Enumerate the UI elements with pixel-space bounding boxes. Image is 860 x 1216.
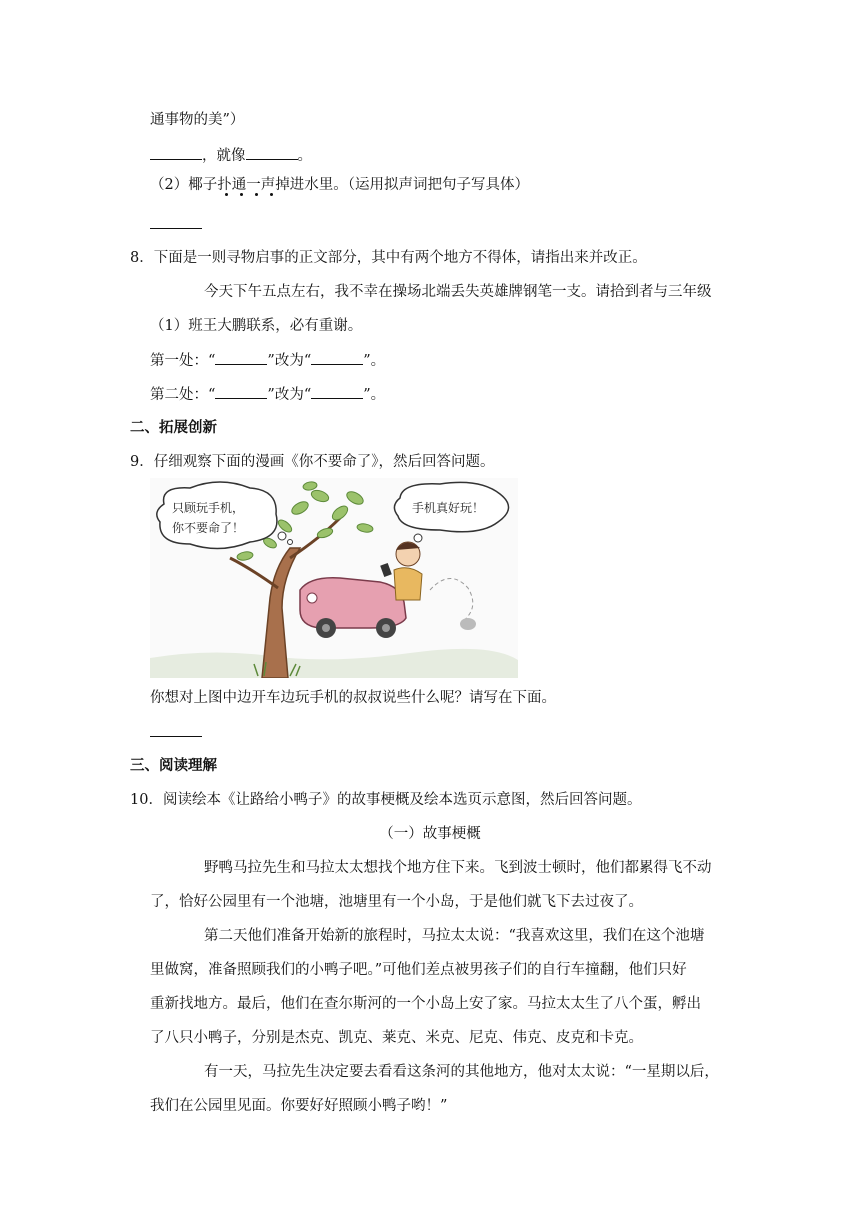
- q10-subtitle: （一）故事梗概: [379, 826, 481, 842]
- paragraph-line: 有一天，马拉先生决定要去看看这条河的其他地方，他对太太说：“一星期以后，: [204, 1064, 719, 1080]
- emphasis-dots: [222, 193, 282, 199]
- bubble-right-text: 手机真好玩！: [412, 501, 485, 515]
- paragraph-line: 我们在公园里见面。你要好好照顾小鸭子哟！”: [150, 1098, 448, 1114]
- q7-fill-line: [150, 145, 312, 166]
- answer-blank[interactable]: [311, 350, 363, 365]
- q7-item-2: （2）椰子扑通一声掉进水里。（运用拟声词把句子写具体）: [150, 177, 529, 193]
- section-heading: 三、阅读理解: [130, 758, 217, 774]
- paragraph-line: 野鸭马拉先生和马拉太太想找个地方住下来。飞到波士顿时，他们都累得飞不动: [204, 860, 712, 876]
- q9-question: 你想对上图中边开车边玩手机的叔叔说些什么呢？请写在下面。: [150, 690, 556, 706]
- place-label: 第二处：: [150, 387, 208, 403]
- place-label: 第一处：: [150, 353, 208, 369]
- q8-place-1: 第一处：“ ”改为“ ”。: [150, 350, 385, 371]
- answer-blank[interactable]: [215, 350, 267, 365]
- q9-stem: 9．仔细观察下面的漫画《你不要命了》，然后回答问题。: [130, 454, 495, 470]
- answer-blank[interactable]: [150, 722, 202, 737]
- q7-answer-line: [150, 214, 202, 235]
- paragraph-line: 第二天他们准备开始新的旅程时，马拉太太说：“我喜欢这里，我们在这个池塘: [204, 928, 705, 944]
- q8-notice-line-1: 今天下午五点左右，我不幸在操场北端丢失英雄牌钢笔一支。请拾到者与三年级: [204, 284, 712, 300]
- bubble-left-line-2: 你不要命了！: [172, 521, 245, 535]
- q7-mid-text: ，就像: [202, 148, 246, 164]
- section-heading: 二、拓展创新: [130, 420, 217, 436]
- q10-stem: 10．阅读绘本《让路给小鸭子》的故事梗概及绘本选页示意图，然后回答问题。: [130, 792, 642, 808]
- comic-illustration: [150, 478, 518, 678]
- q7-continuation-line: 通事物的美”）: [150, 112, 245, 128]
- q8-notice-line-2: （1）班王大鹏联系，必有重谢。: [150, 318, 363, 334]
- q8-stem: 8．下面是一则寻物启事的正文部分，其中有两个地方不得体，请指出来并改正。: [130, 250, 647, 266]
- paragraph-line: 重新找地方。最后，他们在查尔斯河的一个小岛上安了家。马拉太太生了八个蛋，孵出: [150, 996, 701, 1012]
- answer-blank[interactable]: [215, 384, 267, 399]
- paragraph-line: 了，恰好公园里有一个池塘，池塘里有一个小岛，于是他们就飞下去过夜了。: [150, 894, 643, 910]
- paragraph-line: 了八只小鸭子，分别是杰克、凯克、莱克、米克、尼克、伟克、皮克和卡克。: [150, 1030, 643, 1046]
- answer-blank[interactable]: [150, 214, 202, 229]
- q8-place-2: 第二处：“ ”改为“ ”。: [150, 384, 385, 405]
- answer-blank[interactable]: [246, 145, 298, 160]
- q9-answer-line: [150, 722, 202, 743]
- answer-blank[interactable]: [311, 384, 363, 399]
- q7-end-text: 。: [297, 148, 312, 164]
- paragraph-line: 里做窝，准备照顾我们的小鸭子吧。”可他们差点被男孩子们的自行车撞翻，他们只好: [150, 962, 687, 978]
- answer-blank[interactable]: [150, 145, 202, 160]
- bubble-left-line-1: 只顾玩手机，: [172, 501, 245, 515]
